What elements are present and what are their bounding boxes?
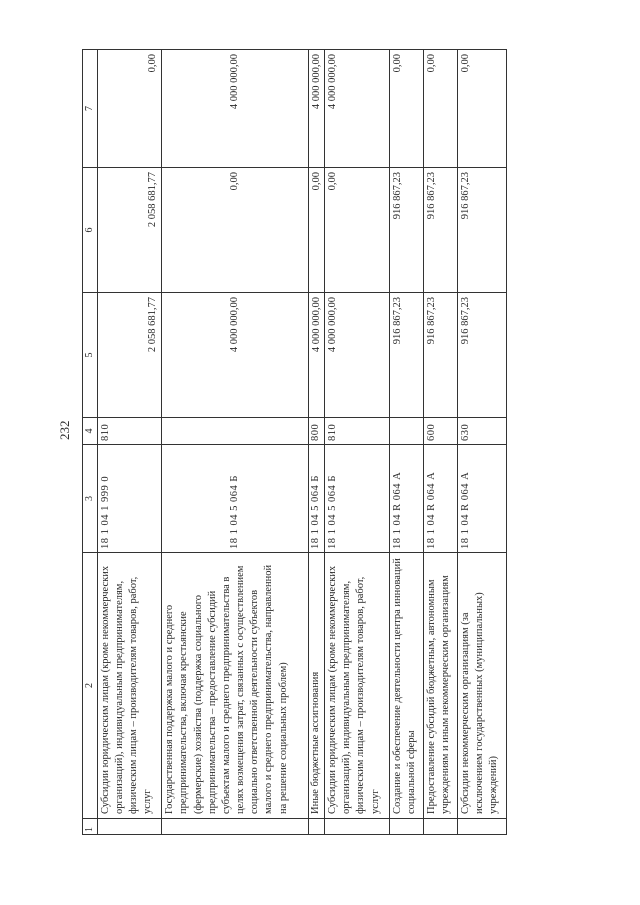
- cell-no: [162, 819, 308, 835]
- cell-sum6: 916 867,23: [423, 168, 457, 293]
- cell-no: [423, 819, 457, 835]
- table-row: [457, 50, 506, 835]
- table-row: [389, 50, 423, 835]
- cell-vr: 800: [308, 418, 324, 445]
- cell-no: [308, 819, 324, 835]
- cell-sum5: 4 000 000,00: [308, 293, 324, 418]
- table-row: [423, 50, 457, 835]
- cell-vr: [162, 418, 308, 445]
- table-row: [308, 50, 324, 835]
- cell-sum5: 916 867,23: [457, 293, 506, 418]
- cell-code: 18 1 04 5 064 Б: [308, 445, 324, 553]
- cell-no: [389, 819, 423, 835]
- cell-no: [97, 819, 162, 835]
- cell-sum5: 916 867,23: [389, 293, 423, 418]
- cell-sum7: 0,00: [97, 50, 162, 168]
- header-col-5: 5: [83, 293, 98, 418]
- cell-name: Иные бюджетные ассигнования: [308, 553, 324, 819]
- cell-sum5: 4 000 000,00: [162, 293, 308, 418]
- table-header-row: [83, 50, 98, 835]
- cell-sum7: 4 000 000,00: [324, 50, 389, 168]
- cell-name: Создание и обеспечение деятельности центра инноваций социальной сферы: [389, 553, 423, 819]
- cell-sum7: 4 000 000,00: [162, 50, 308, 168]
- cell-sum6: 2 058 681,77: [97, 168, 162, 293]
- cell-name: Государственная поддержка малого и среднего предпринимательства, включая крестьянские (фермерские) хозяйства (поддержка социального предпринимательства – предоставление субсидий субъектам малого и среднего предпринимательства в целях возмещения затрат, связанных с осуществлением социально ответственной деятельности субъектов малого и среднего предпринимательства, направленной на решение социальных проблем): [162, 553, 308, 819]
- header-col-7: 7: [83, 50, 98, 168]
- cell-sum7: 4 000 000,00: [308, 50, 324, 168]
- page-number: 232: [57, 420, 72, 440]
- cell-code: 18 1 04 R 064 А: [423, 445, 457, 553]
- cell-sum6: 0,00: [162, 168, 308, 293]
- table-row: [324, 50, 389, 835]
- cell-code: 18 1 04 R 064 А: [389, 445, 423, 553]
- cell-no: [324, 819, 389, 835]
- table-row: [162, 50, 308, 835]
- cell-sum7: 0,00: [423, 50, 457, 168]
- rotated-table-container: [82, 50, 507, 835]
- cell-code: 18 1 04 5 064 Б: [162, 445, 308, 553]
- cell-sum5: 4 000 000,00: [324, 293, 389, 418]
- header-col-6: 6: [83, 168, 98, 293]
- cell-sum5: 916 867,23: [423, 293, 457, 418]
- cell-sum7: 0,00: [457, 50, 506, 168]
- cell-sum6: 916 867,23: [457, 168, 506, 293]
- cell-name: Субсидии юридическим лицам (кроме некоммерческих организаций), индивидуальным предпринимателям, физическим лицам – производителям товаров, работ, услуг: [324, 553, 389, 819]
- cell-name: Предоставление субсидий бюджетным, автономным учреждениям и иным некоммерческим организациям: [423, 553, 457, 819]
- cell-code: 18 1 04 1 999 0: [97, 445, 162, 553]
- header-col-3: 3: [83, 445, 98, 553]
- budget-table: [82, 49, 507, 835]
- cell-vr: 810: [97, 418, 162, 445]
- header-col-1: 1: [83, 819, 98, 835]
- table-row: [97, 50, 162, 835]
- header-col-4: 4: [83, 418, 98, 445]
- cell-vr: 810: [324, 418, 389, 445]
- cell-sum6: 0,00: [324, 168, 389, 293]
- cell-code: 18 1 04 5 064 Б: [324, 445, 389, 553]
- cell-sum5: 2 058 681,77: [97, 293, 162, 418]
- cell-sum7: 0,00: [389, 50, 423, 168]
- cell-name: Субсидии некоммерческим организациям (за исключением государственных (муниципальных) учреждений): [457, 553, 506, 819]
- cell-vr: [389, 418, 423, 445]
- cell-vr: 600: [423, 418, 457, 445]
- header-col-2: 2: [83, 553, 98, 819]
- cell-no: [457, 819, 506, 835]
- cell-vr: 630: [457, 418, 506, 445]
- cell-code: 18 1 04 R 064 А: [457, 445, 506, 553]
- cell-name: Субсидии юридическим лицам (кроме некоммерческих организаций), индивидуальным предпринимателям, физическим лицам – производителям товаров, работ, услуг: [97, 553, 162, 819]
- cell-sum6: 0,00: [308, 168, 324, 293]
- cell-sum6: 916 867,23: [389, 168, 423, 293]
